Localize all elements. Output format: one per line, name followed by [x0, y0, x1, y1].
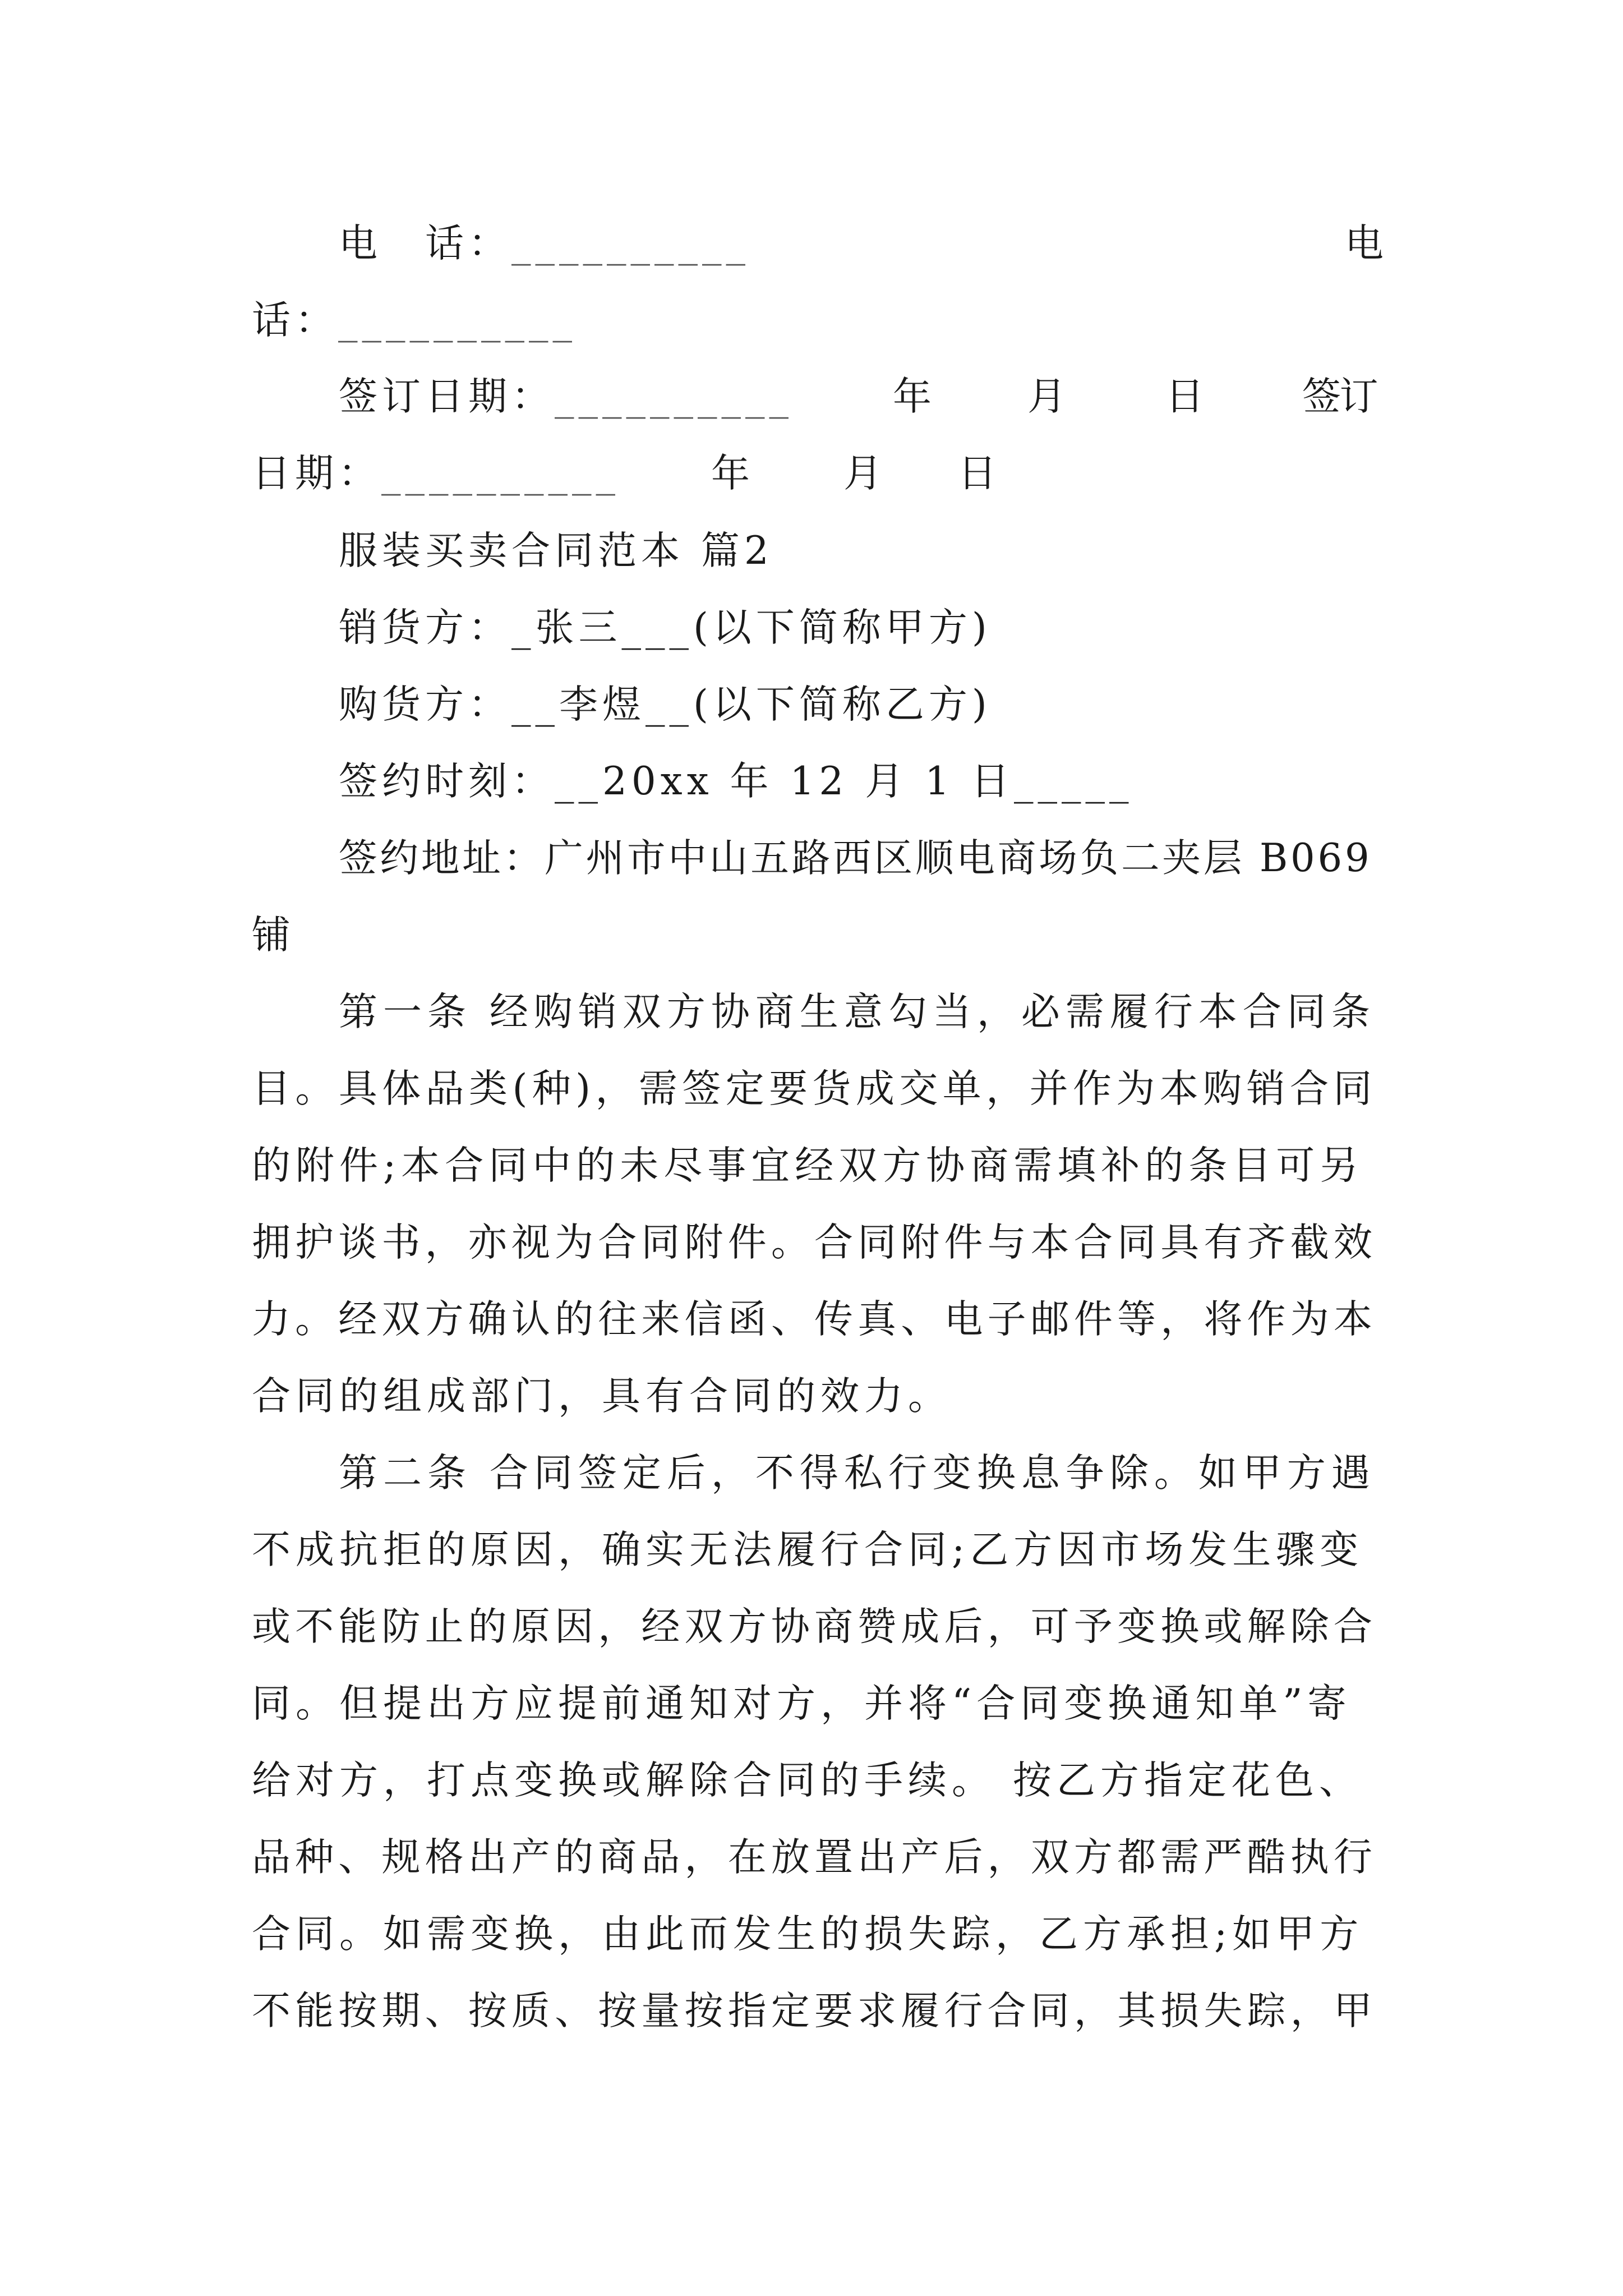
article-2-line: 不能按期、按质、按量按指定要求履行合同，其损失踪，甲: [252, 1989, 1377, 2033]
sign-address-cont: 铺: [252, 913, 295, 958]
sign-date-b-label-start: 签订: [1302, 374, 1377, 419]
sign-date-a-blank: __________: [555, 374, 793, 419]
phone-b-line: [252, 298, 577, 343]
phone-a-label: 电 话：: [339, 221, 511, 266]
phone-b-blank: __________: [338, 298, 577, 343]
sign-date-b-day: 日: [958, 451, 1001, 496]
article-2-line: 第二条 合同签定后，不得私行变换息争除。如甲方遇: [339, 1451, 1376, 1496]
phone-a-line: [339, 221, 750, 266]
phone-b-label: 话：: [252, 298, 338, 343]
phone-a-blank: __________: [511, 221, 750, 266]
sign-date-b-month: 月: [843, 451, 887, 496]
phone-b-label-start: 电: [1345, 221, 1377, 266]
sign-date-a-year: 年: [893, 374, 936, 419]
article-2-line: 合同。如需变换，由此而发生的损失踪，乙方承担;如甲方: [252, 1912, 1364, 1957]
sign-date-b-line: [252, 451, 620, 496]
sign-date-b-blank: __________: [381, 451, 620, 496]
article-1-line: 目。具体品类(种)，需签定要货成交单，并作为本购销合同: [252, 1066, 1377, 1111]
sign-date-b-label: 日期：: [252, 451, 381, 496]
sign-address-line: 签约地址：广州市中山五路西区顺电商场负二夹层 B069: [339, 836, 1372, 881]
article-1-line: 的附件;本合同中的未尽事宜经双方协商需填补的条目可另: [252, 1143, 1364, 1188]
article-2-line: 品种、规格出产的商品，在放置出产后，双方都需严酷执行: [252, 1835, 1377, 1880]
article-2-line: 或不能防止的原因，经双方协商赞成后，可予变换或解除合: [252, 1604, 1377, 1649]
article-2-line: 给对方，打点变换或解除合同的手续。 按乙方指定花色、: [252, 1758, 1363, 1803]
article-1-line: 力。经双方确认的往来信函、传真、电子邮件等，将作为本: [252, 1297, 1377, 1342]
sign-time-line: 签约时刻：__20xx 年 12 月 1 日_____: [339, 759, 1133, 804]
buyer-line: 购货方：__李煜__(以下简称乙方): [339, 682, 992, 727]
seller-line: 销货方：_张三___(以下简称甲方): [339, 605, 992, 650]
sign-date-a-month: 月: [1027, 374, 1071, 419]
section-title: 服装买卖合同范本 篇2: [339, 528, 773, 573]
sign-date-a-label: 签订日期：: [339, 374, 555, 419]
article-1-line: 第一条 经购销双方协商生意勾当，必需履行本合同条: [339, 990, 1376, 1034]
article-2-line: 不成抗拒的原因，确实无法履行合同;乙方因市场发生骤变: [252, 1527, 1364, 1572]
sign-date-b-year: 年: [711, 451, 754, 496]
article-1-line: 拥护谈书，亦视为合同附件。合同附件与本合同具有齐截效: [252, 1220, 1377, 1265]
sign-date-a-line: [339, 374, 793, 419]
article-2-line: 同。但提出方应提前通知对方，并将“合同变换通知单”寄: [252, 1681, 1352, 1726]
article-1-line: 合同的组成部门，具有合同的效力。: [252, 1374, 952, 1419]
sign-date-a-day: 日: [1165, 374, 1209, 419]
